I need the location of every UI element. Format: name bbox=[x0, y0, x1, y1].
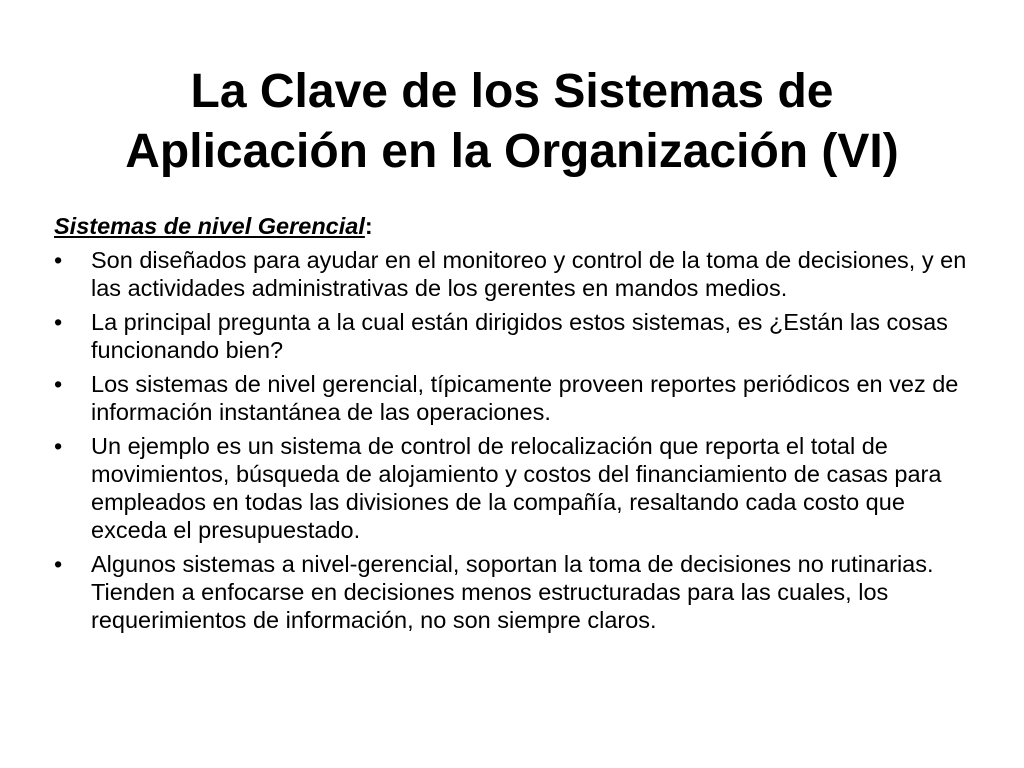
slide-content bbox=[54, 212, 984, 640]
slide-title-line-2: Aplicación en la Organización (VI) bbox=[125, 125, 899, 178]
list-item bbox=[54, 432, 984, 544]
list-item bbox=[54, 370, 984, 426]
section-heading-text: Sistemas de nivel Gerencial bbox=[54, 213, 365, 239]
bullet-icon: • bbox=[54, 371, 63, 397]
list-item-text: La principal pregunta a la cual están dirigidos estos sistemas, es ¿Están las cosas funcionando bien? bbox=[91, 309, 948, 363]
list-item-text: Son diseñados para ayudar en el monitoreo y control de la toma de decisiones, y en las actividades administrativas de los gerentes en mandos medios. bbox=[91, 247, 967, 301]
bullet-icon: • bbox=[54, 551, 63, 577]
list-item-text: Los sistemas de nivel gerencial, típicamente proveen reportes periódicos en vez de información instantánea de las operaciones. bbox=[91, 371, 959, 425]
section-heading bbox=[54, 212, 984, 240]
list-item-text: Un ejemplo es un sistema de control de relocalización que reporta el total de movimientos, búsqueda de alojamiento y costos del financiamiento de casas para empleados en todas las divisiones de la compañía, resaltando cada costo que exceda el presupuestado. bbox=[91, 433, 942, 543]
list-item bbox=[54, 308, 984, 364]
slide-title-line-1: La Clave de los Sistemas de bbox=[190, 65, 834, 118]
bullet-icon: • bbox=[54, 309, 63, 335]
section-heading-colon: : bbox=[364, 213, 373, 239]
list-item bbox=[54, 550, 984, 634]
slide-title bbox=[40, 62, 984, 182]
bullet-icon: • bbox=[54, 247, 63, 273]
bullet-list bbox=[54, 246, 984, 634]
list-item-text: Algunos sistemas a nivel-gerencial, soportan la toma de decisiones no rutinarias. Tienden a enfocarse en decisiones menos estructuradas para las cuales, los requerimientos de información, no son siempre claros. bbox=[91, 551, 934, 633]
list-item bbox=[54, 246, 984, 302]
bullet-icon: • bbox=[54, 433, 63, 459]
